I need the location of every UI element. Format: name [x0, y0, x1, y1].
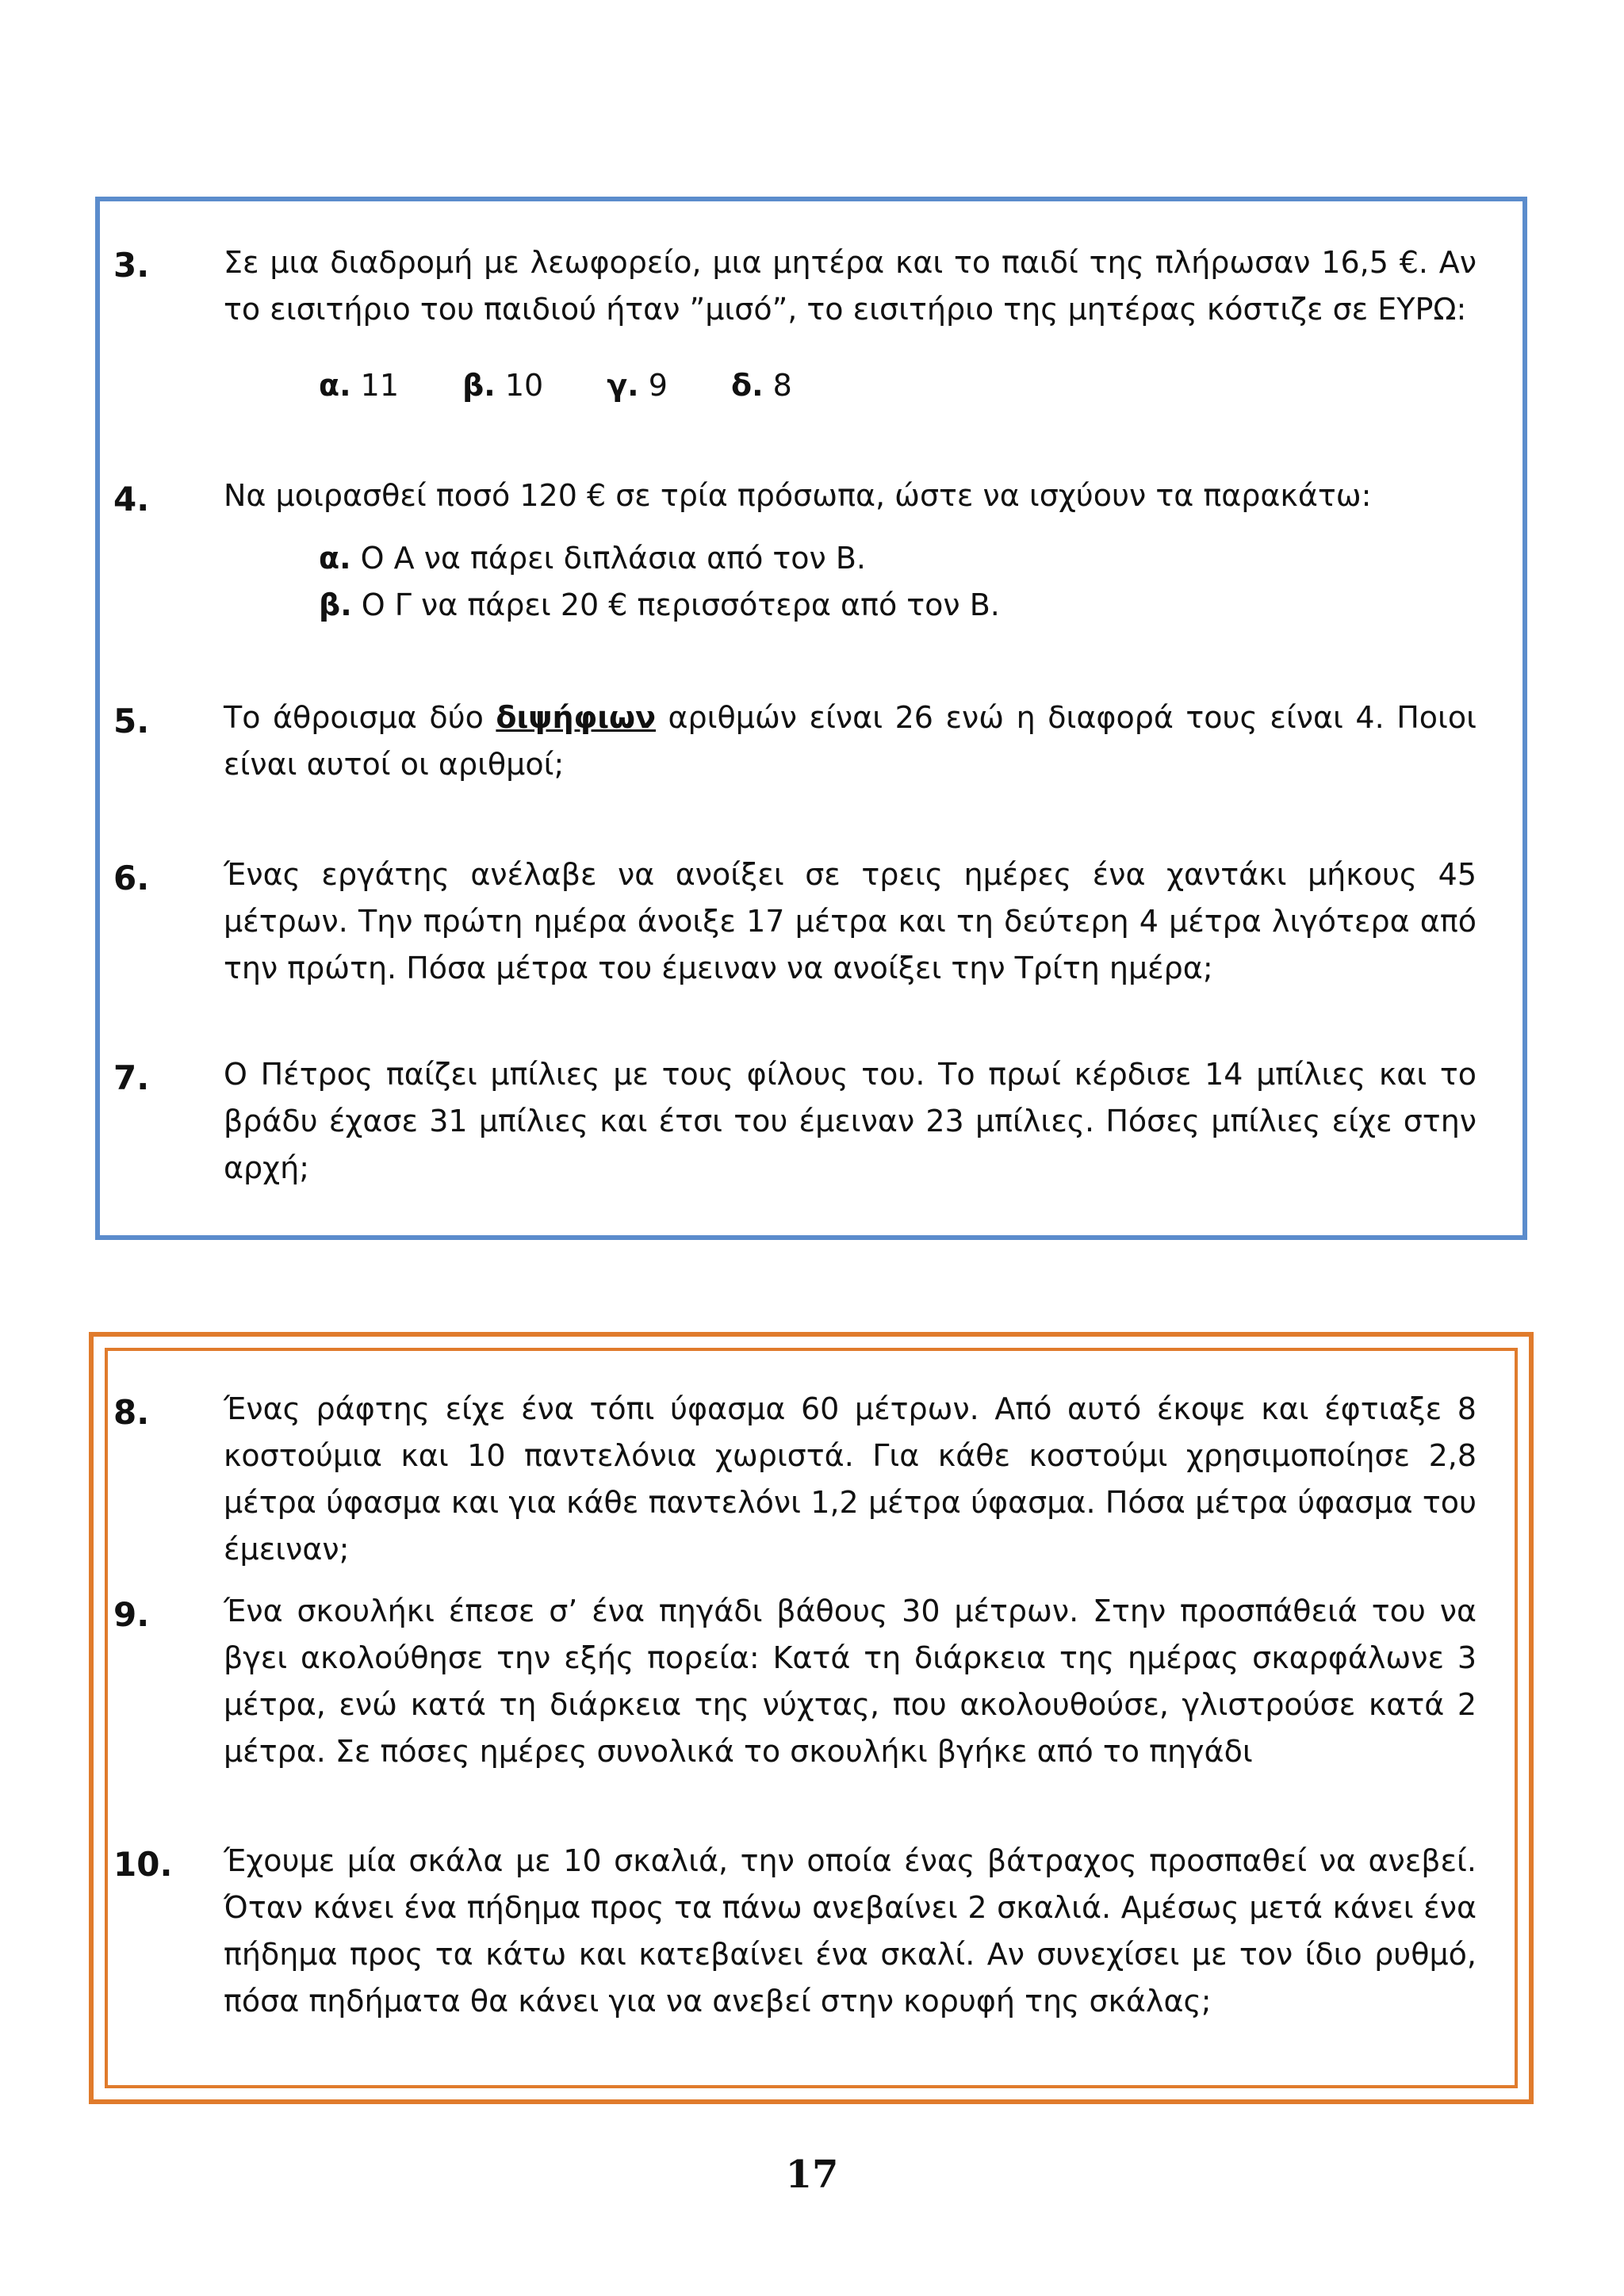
problem-text: Ο Πέτρος παίζει μπίλιες με τους φίλους του. Το πρωί κέρδισε 14 μπίλιες και το βράδυ έχασε 31 μπίλιες και έτσι του έμειναν 23 μπίλιες. Πόσες μπίλιες είχε στην αρχή; — [224, 1057, 1477, 1185]
problem-text — [224, 695, 1477, 788]
option-value: 11 — [360, 368, 399, 403]
emphasized-word: διψήφιων — [496, 700, 656, 735]
page-number: 17 — [785, 2152, 839, 2197]
text-part: Το άθροισμα δύο — [224, 700, 496, 735]
sub-text: Ο Α να πάρει διπλάσια από τον Β. — [360, 541, 867, 576]
problem-text: Να μοιρασθεί ποσό 120 € σε τρία πρόσωπα, ώστε να ισχύουν τα παρακάτω: — [224, 478, 1372, 513]
problem-number: 4. — [113, 480, 150, 519]
problem-text: Ένας εργάτης ανέλαβε να ανοίξει σε τρεις ημέρες ένα χαντάκι μήκους 45 μέτρων. Την πρώτη ημέρα άνοιξε 17 μέτρα και τη δεύτερη 4 μέτρα λιγότερα από την πρώτη. Πόσα μέτρα του έμειναν να ανοίξει την Τρίτη ημέρα; — [224, 857, 1477, 985]
text-part: αριθμών είναι 26 ενώ η διαφορά τους είναι 4. Ποιοι είναι αυτοί οι αριθμοί; — [224, 700, 1477, 782]
option-label: γ. — [607, 368, 639, 403]
option-b — [462, 362, 543, 409]
option-value: 10 — [504, 368, 544, 403]
sub-text: Ο Γ να πάρει 20 € περισσότερα από τον Β. — [361, 587, 1000, 622]
option-c — [607, 362, 668, 409]
answer-options — [319, 362, 846, 409]
option-label: α. — [319, 368, 351, 403]
problem-text: Ένα σκουλήκι έπεσε σ’ ένα πηγάδι βάθους 30 μέτρων. Στην προσπάθειά του να βγει ακολούθησε την εξής πορεία: Κατά τη διάρκεια της ημέρας σκαρφάλωνε 3 μέτρα, ενώ κατά τη διάρκεια της νύχτας, που ακολουθούσε, γλιστρούσε κατά 2 μέτρα. Σε πόσες ημέρες συνολικά το σκουλήκι βγήκε από το πηγάδι — [224, 1594, 1477, 1769]
problem-number: 10. — [113, 1845, 173, 1884]
problem-number: 6. — [113, 859, 150, 897]
sub-item — [319, 535, 866, 582]
problem-text: Σε μια διαδρομή με λεωφορείο, μια μητέρα και το παιδί της πλήρωσαν 16,5 €. Αν το εισιτήριο του παιδιού ήταν ”μισό”, το εισιτήριο της μητέρας κόστιζε σε ΕΥΡΩ: — [224, 245, 1477, 327]
problem-number: 9. — [113, 1595, 150, 1634]
sub-label: β. — [319, 587, 352, 622]
problem-number: 7. — [113, 1058, 150, 1097]
option-value: 9 — [648, 368, 668, 403]
option-label: β. — [462, 368, 496, 403]
problem-number: 3. — [113, 246, 150, 285]
option-d — [731, 362, 792, 409]
sub-label: α. — [319, 541, 351, 576]
problem-text: Ένας ράφτης είχε ένα τόπι ύφασμα 60 μέτρων. Από αυτό έκοψε και έφτιαξε 8 κοστούμια και 10 παντελόνια χωριστά. Για κάθε κοστούμι χρησιμοποίησε 2,8 μέτρα ύφασμα και για κάθε παντελόνι 1,2 μέτρα ύφασμα. Πόσα μέτρα ύφασμα του έμειναν; — [224, 1391, 1477, 1567]
sub-item — [319, 582, 1000, 629]
problem-number: 5. — [113, 702, 150, 740]
problem-text: Έχουμε μία σκάλα με 10 σκαλιά, την οποία ένας βάτραχος προσπαθεί να ανεβεί. Όταν κάνει ένα πήδημα προς τα πάνω ανεβαίνει 2 σκαλιά. Αμέσως μετά κάνει ένα πήδημα προς τα κάτω και κατεβαίνει ένα σκαλί. Αν συνεχίσει με τον ίδιο ρυθμό, πόσα πηδήματα θα κάνει για να ανεβεί στην κορυφή της σκάλας; — [224, 1843, 1477, 2019]
option-value: 8 — [772, 368, 792, 403]
option-a — [319, 362, 399, 409]
option-label: δ. — [730, 368, 764, 403]
problem-number: 8. — [113, 1393, 150, 1432]
